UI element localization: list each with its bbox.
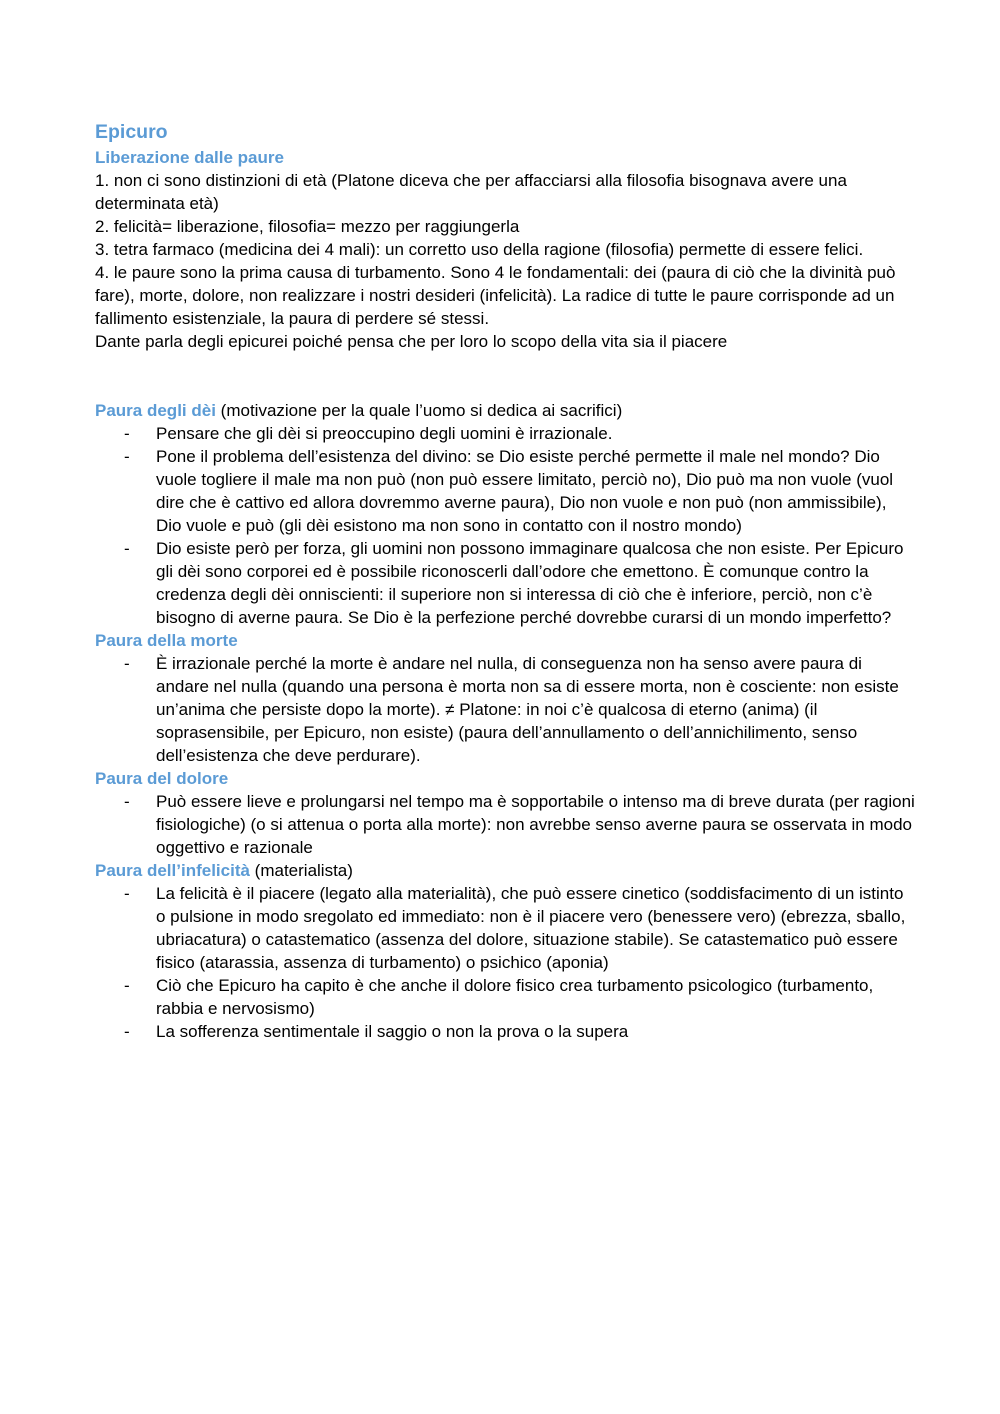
dash-bullet: -: [124, 1022, 130, 1041]
section-heading-line: [95, 399, 915, 422]
list-item: [95, 422, 915, 445]
section-heading-line: [95, 859, 915, 882]
list-item: [95, 882, 915, 974]
list-item-text: La felicità è il piacere (legato alla materialità), che può essere cinetico (soddisfacimento di un istinto o pulsione in modo sregolato ed immediato: non è il piacere vero (benessere vero) (ebrezza, sballo, ubriacatura) o catastematico (assenza del dolore, situazione stabile). Se catastematico può essere fisico (atarassia, assenza di turbamento) o psichico (aponia): [156, 884, 906, 972]
list-item: [95, 445, 915, 537]
list-item: [95, 974, 915, 1020]
bullet-list: [95, 790, 915, 859]
intro-point: 3. tetra farmaco (medicina dei 4 mali): un corretto uso della ragione (filosofia) permette di essere felici.: [95, 240, 864, 259]
section-heading-line: [95, 767, 915, 790]
list-item: [95, 652, 915, 767]
spacer: [95, 353, 915, 399]
intro-point: 1. non ci sono distinzioni di età (Platone diceva che per affacciarsi alla filosofia bisognava avere una determinata età): [95, 171, 847, 213]
dash-bullet: -: [124, 976, 130, 995]
intro-point: 4. le paure sono la prima causa di turbamento. Sono 4 le fondamentali: dei (paura di ciò che la divinità può fare), morte, dolore, non realizzare i nostri desideri (infelicità). La radice di tutte le paure corrisponde ad un fallimento esistenziale, la paura di perdere sé stessi.: [95, 263, 896, 328]
list-item: [95, 1020, 915, 1043]
bullet-list: [95, 652, 915, 767]
section-heading: Paura del dolore: [95, 769, 229, 788]
section-note: (motivazione per la quale l’uomo si dedica ai sacrifici): [215, 401, 623, 420]
section-heading: Paura degli dèi: [95, 401, 216, 420]
list-item: [95, 537, 915, 629]
list-item-text: Pensare che gli dèi si preoccupino degli uomini è irrazionale.: [156, 424, 613, 443]
section-heading: Paura della morte: [95, 631, 238, 650]
list-item-text: La sofferenza sentimentale il saggio o non la prova o la supera: [156, 1022, 629, 1041]
document-body: [95, 118, 915, 1043]
list-item: [95, 790, 915, 859]
list-item-text: Può essere lieve e prolungarsi nel tempo ma è sopportabile o intenso ma di breve durata (per ragioni fisiologiche) (o si attenua o porta alla morte): non avrebbe senso averne paura se osservata in modo oggettivo e razionale: [156, 792, 915, 857]
dash-bullet: -: [124, 884, 130, 903]
section-note: (materialista): [249, 861, 353, 880]
dash-bullet: -: [124, 424, 130, 443]
section-heading-line: [95, 629, 915, 652]
intro-point: 2. felicità= liberazione, filosofia= mezzo per raggiungerla: [95, 217, 520, 236]
list-item-text: È irrazionale perché la morte è andare nel nulla, di conseguenza non ha senso avere paura di andare nel nulla (quando una persona è morta non sa di essere morta, non è cosciente: non esiste un’anima che persiste dopo la morte). ≠ Platone: in noi c’è qualcosa di eterno (anima) (il soprasensibile, per Epicuro, non esiste) (paura dell’annullamento o dell’annichilimento, senso dell’esistenza che deve perdurare).: [156, 654, 899, 765]
dash-bullet: -: [124, 447, 130, 466]
intro-heading: Liberazione dalle paure: [95, 148, 284, 167]
bullet-list: [95, 422, 915, 629]
section-heading: Paura dell’infelicità: [95, 861, 250, 880]
list-item-text: Ciò che Epicuro ha capito è che anche il dolore fisico crea turbamento psicologico (turbamento, rabbia e nervosismo): [156, 976, 874, 1018]
dash-bullet: -: [124, 792, 130, 811]
intro-closing-line: Dante parla degli epicurei poiché pensa che per loro lo scopo della vita sia il piacere: [95, 332, 728, 351]
list-item-text: Pone il problema dell’esistenza del divino: se Dio esiste perché permette il male nel mondo? Dio vuole togliere il male ma non può (non può essere limitato, perciò no), Dio può ma non vuole (vuol dire che è cattivo ed allora dovremmo averne paura), Dio non vuole e non può (non ammissibile), Dio vuole e può (gli dèi esistono ma non sono in contatto con il nostro mondo): [156, 447, 894, 535]
dash-bullet: -: [124, 654, 130, 673]
dash-bullet: -: [124, 539, 130, 558]
list-item-text: Dio esiste però per forza, gli uomini non possono immaginare qualcosa che non esiste. Per Epicuro gli dèi sono corporei ed è possibile riconoscerli dall’odore che emettono. È comunque contro la credenza degli dèi onniscienti: il superiore non si interessa di ciò che è inferiore, perciò, non c’è bisogno di averne paura. Se Dio è la perfezione perché dovrebbe curarsi di un mondo imperfetto?: [156, 539, 904, 627]
bullet-list: [95, 882, 915, 1043]
document-title: Epicuro: [95, 121, 168, 143]
